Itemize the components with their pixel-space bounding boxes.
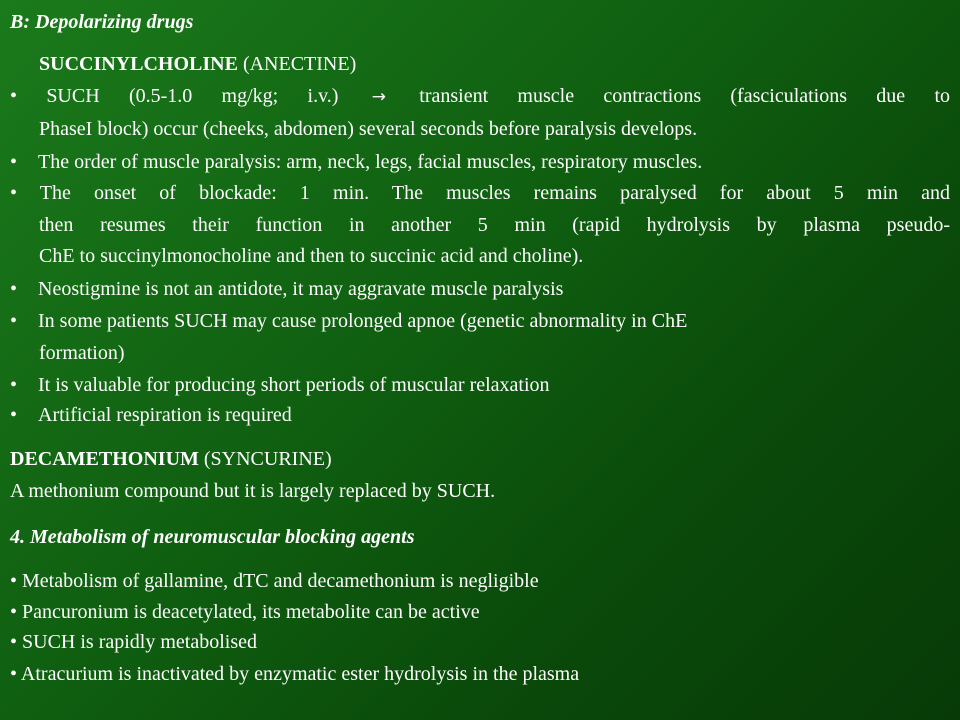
bullet-marker: • [10,601,18,623]
such-bullet-2-text: The order of muscle paralysis: arm, neck, legs, facial muscles, respiratory muscles. [38,151,703,173]
such-bullet-6-text: It is valuable for producing short periods of muscular relaxation [38,374,550,396]
bullet-marker: • [10,85,18,107]
decamethonium-text: A methonium compound but it is largely replaced by SUCH. [10,480,496,502]
decamethonium-heading [10,446,332,472]
such-bullet-2 [10,149,702,175]
such-bullet-1-text: transient muscle contractions (fasciculations due to [419,85,951,107]
such-bullet-5-line-1 [10,308,687,334]
such-dose-text: SUCH (0.5-1.0 mg/kg; i.v.) [46,85,339,107]
such-bullet-6 [10,372,550,398]
such-bullet-3-line-2: then resumes their function in another 5 min (rapid hydrolysis by plasma pseudo- [39,214,950,236]
metabolism-item [10,661,579,687]
such-bullet-7 [10,402,292,428]
such-bullet-5-text: In some patients SUCH may cause prolonged apnoe (genetic abnormality in ChE [38,310,688,332]
bullet-marker: • [10,404,18,426]
such-bullet-5-line-2: formation) [39,342,125,364]
bullet-marker: • [10,631,18,653]
section-b-title: B: Depolarizing drugs [10,11,194,33]
such-bullet-1-line-1 [10,83,950,110]
bullet-marker: • [10,570,18,592]
bullet-marker: • [10,310,18,332]
such-bullet-7-text: Artificial respiration is required [38,404,292,426]
right-arrow-icon: → [371,87,386,107]
metabolism-item-text: Pancuronium is deacetylated, its metabolite can be active [22,601,480,623]
succinylcholine-heading [39,51,356,77]
metabolism-item-text: Atracurium is inactivated by enzymatic ester hydrolysis in the plasma [20,663,580,685]
bullet-marker: • [10,182,18,204]
decamethonium-heading-rest: (SYNCURINE) [198,448,332,470]
bullet-marker: • [10,663,18,685]
such-bullet-3-line-3: ChE to succinylmonocholine and then to succinic acid and choline). [39,245,584,267]
metabolism-item [10,629,257,655]
succinylcholine-heading-bold: SUCCINYLCHOLINE [39,53,238,75]
such-bullet-3-line-1 [10,180,950,206]
such-bullet-3-text-1: The onset of blockade: 1 min. The muscles remains paralysed for about 5 min and [39,182,950,204]
metabolism-title: 4. Metabolism of neuromuscular blocking agents [10,526,415,548]
metabolism-item [10,568,539,594]
metabolism-item-text: SUCH is rapidly metabolised [22,631,257,653]
bullet-marker: • [10,374,18,396]
decamethonium-heading-bold: DECAMETHONIUM [10,448,199,470]
such-bullet-1-line-2: PhaseI block) occur (cheeks, abdomen) several seconds before paralysis develops. [39,118,698,140]
bullet-marker: • [10,151,18,173]
metabolism-item-text: Metabolism of gallamine, dTC and decamethonium is negligible [22,570,539,592]
metabolism-item [10,599,480,625]
such-bullet-4 [10,276,563,302]
bullet-marker: • [10,278,18,300]
such-bullet-4-text: Neostigmine is not an antidote, it may aggravate muscle paralysis [38,278,564,300]
succinylcholine-heading-rest: (ANECTINE) [237,53,357,75]
